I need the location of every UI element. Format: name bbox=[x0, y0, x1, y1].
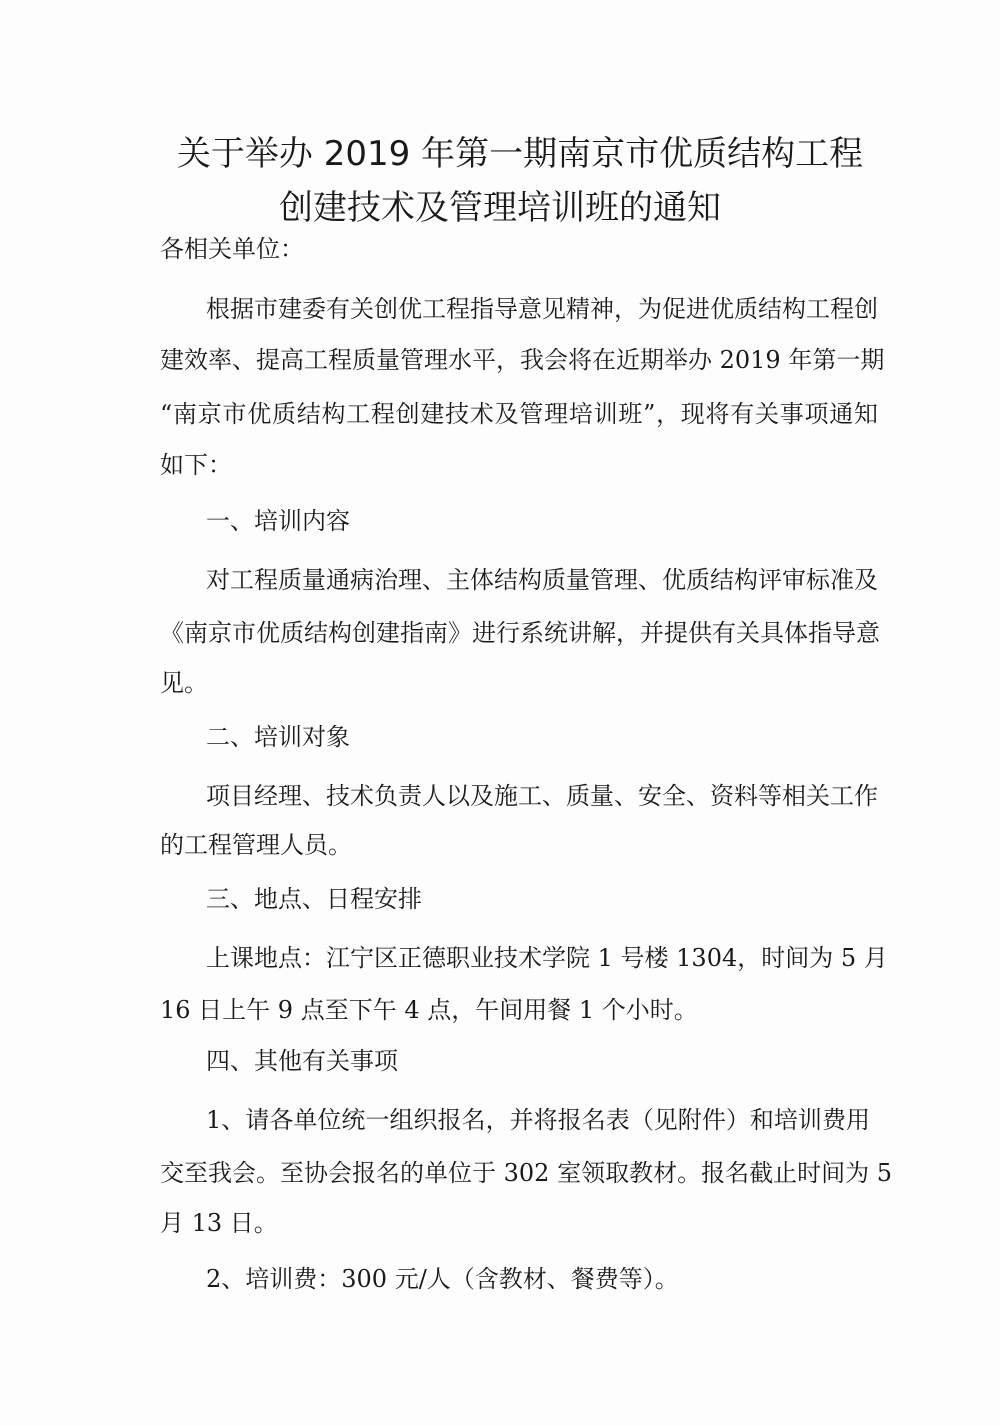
section-3-line-1: 上课地点：江宁区正德职业技术学院 1 号楼 1304，时间为 5 月 bbox=[206, 944, 888, 972]
section-4-heading: 四、其他有关事项 bbox=[206, 1047, 398, 1075]
section-1-line-2: 《南京市优质结构创建指南》进行系统讲解，并提供有关具体指导意 bbox=[160, 619, 880, 647]
intro-line-2: 建效率、提高工程质量管理水平，我会将在近期举办 2019 年第一期 bbox=[160, 346, 885, 374]
intro-line-4: 如下： bbox=[160, 451, 232, 479]
section-3-line-2: 16 日上午 9 点至下午 4 点，午间用餐 1 个小时。 bbox=[160, 996, 698, 1024]
section-4-item-1-line-2: 交至我会。至协会报名的单位于 302 室领取教材。报名截止时间为 5 bbox=[160, 1159, 892, 1187]
section-1-line-3: 见。 bbox=[160, 669, 208, 697]
document-title-line-2: 创建技术及管理培训班的通知 bbox=[279, 188, 721, 228]
document-title-line-1: 关于举办 2019 年第一期南京市优质结构工程 bbox=[176, 134, 864, 174]
salutation: 各相关单位： bbox=[160, 235, 304, 263]
section-4-item-1-line-3: 月 13 日。 bbox=[160, 1209, 278, 1237]
section-3-heading: 三、地点、日程安排 bbox=[206, 885, 422, 913]
section-4-item-2-line-1: 2、培训费：300 元/人（含教材、餐费等）。 bbox=[206, 1265, 679, 1293]
section-2-line-2: 的工程管理人员。 bbox=[160, 831, 352, 859]
section-2-line-1: 项目经理、技术负责人以及施工、质量、安全、资料等相关工作 bbox=[206, 782, 878, 810]
section-1-heading: 一、培训内容 bbox=[206, 507, 350, 535]
intro-line-3: “南京市优质结构工程创建技术及管理培训班”，现将有关事项通知 bbox=[160, 400, 878, 428]
intro-line-1: 根据市建委有关创优工程指导意见精神，为促进优质结构工程创 bbox=[206, 295, 878, 323]
section-2-heading: 二、培训对象 bbox=[206, 723, 350, 751]
section-4-item-1-line-1: 1、请各单位统一组织报名，并将报名表（见附件）和培训费用 bbox=[206, 1106, 870, 1134]
section-1-line-1: 对工程质量通病治理、主体结构质量管理、优质结构评审标准及 bbox=[206, 566, 878, 594]
